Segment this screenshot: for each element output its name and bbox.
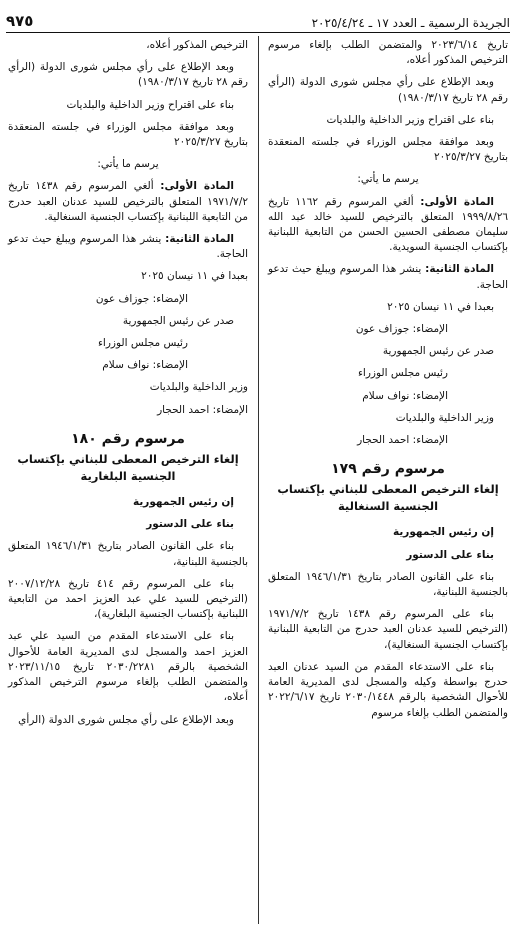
paragraph: وبعد الإطلاع على رأي مجلس شورى الدولة (الرأي رقم ٢٨ تاريخ ١٩٨٠/٣/١٧) — [268, 76, 508, 104]
decree-subject: إلغاء الترخيص المعطى للبناني بإكتساب الجنسية البلغارية — [17, 452, 239, 484]
constitution-line: بناء على الدستور — [146, 518, 234, 531]
paragraph: بناء على القانون الصادر بتاريخ ١٩٤٦/١/٣١ المتعلق بالجنسية اللبنانية، — [268, 570, 508, 599]
article-1 — [8, 179, 248, 225]
decree-title: مرسوم رقم ١٧٩ — [331, 461, 445, 478]
paragraph: وبعد موافقة مجلس الوزراء في جلسته المنعقدة بتاريخ ٢٠٢٥/٣/٢٧ — [268, 136, 508, 164]
right-column — [268, 38, 508, 728]
paragraph: بناء على اقتراح وزير الداخلية والبلديات — [326, 113, 494, 126]
president-line: إن رئيس الجمهورية — [132, 496, 234, 509]
decree-intro: يرسم ما يأتي: — [97, 158, 159, 171]
article-text: ألغي المرسوم رقم ١٤٣٨ تاريخ ١٩٧١/٧/٢ المتعلق بالترخيص للسيد عدنان العبد حدرج من التابعية اللبنانية بإكتساب الجنسية السنغالية. — [8, 180, 248, 223]
paragraph: بناء على القانون الصادر بتاريخ ١٩٤٦/١/٣١ المتعلق بالجنسية اللبنانية، — [8, 540, 248, 568]
pm-signature: الإمضاء: نواف سلام — [102, 359, 188, 372]
column-divider — [258, 36, 259, 924]
paragraph: بناء على المرسوم رقم ٤١٤ تاريخ ٢٠٠٧/١٢/٢٨ (الترخيص للسيد علي عبد العزيز احمد من التابعية اللبنانية بإكتساب الجنسية البلغارية)، — [8, 577, 248, 621]
paragraph: بناء على الاستدعاء المقدم من السيد عدنان العبد حدرج بواسطة وكيله والمسجل لدى المديرية العامة للأحوال الشخصية بالرقم ٢٠٣٠/١٤٤٨ تاريخ ٢٠٢٢/٦/١٧ والمتضمن الطلب بإلغاء مرسوم — [268, 660, 508, 719]
issued-by: صدر عن رئيس الجمهورية — [122, 314, 234, 327]
paragraph: بناء على الاستدعاء المقدم من السيد علي عبد العزيز احمد والمسجل لدى المديرية العامة للأحوال الشخصية بالرقم ٢٠٣٠/٢٢٨١ تاريخ ٢٠٢٣/١١/١٥ والمتضمن الطلب بإلغاء مرسوم الترخيص المذكور أعلاه، — [8, 630, 248, 704]
page-header — [6, 6, 510, 33]
article-text: ألغي المرسوم رقم ١١٦٢ تاريخ ١٩٩٩/٨/٢٦ المتعلق بالترخيص للسيد خالد عبد الله سليمان مصطفى الحسين الحسن من التابعية اللبنانية بإكتساب الجنسية السويدية. — [268, 195, 508, 254]
interior-title: وزير الداخلية والبلديات — [149, 381, 248, 394]
article-label: المادة الأولى: — [160, 180, 235, 193]
decree-subject: إلغاء الترخيص المعطى للبناني بإكتساب الجنسية السنغالية — [277, 482, 499, 514]
decree-intro: يرسم ما يأتي: — [357, 173, 419, 186]
pm-title: رئيس مجلس الوزراء — [357, 367, 448, 380]
president-line: إن رئيس الجمهورية — [392, 526, 494, 539]
article-text: ينشر هذا المرسوم ويبلغ حيث تدعو الحاجة. — [8, 233, 248, 261]
pm-title: رئيس مجلس الوزراء — [97, 337, 188, 350]
interior-signature: الإمضاء: احمد الحجار — [357, 434, 448, 447]
article-label: المادة الأولى: — [420, 195, 495, 208]
president-signature: الإمضاء: جوزاف عون — [355, 323, 448, 336]
paragraph: بناء على المرسوم رقم ١٤٣٨ تاريخ ١٩٧١/٧/٢ (الترخيص للسيد عدنان العبد حدرج من التابعية اللبنانية بإكتساب الجنسية السنغالية)، — [268, 608, 508, 651]
article-2 — [268, 262, 508, 292]
article-2 — [8, 232, 248, 262]
constitution-line: بناء على الدستور — [406, 548, 494, 561]
date-line: بعبدا في ١١ نيسان ٢٠٢٥ — [141, 270, 248, 283]
paragraph: بناء على اقتراح وزير الداخلية والبلديات — [66, 98, 234, 111]
paragraph: تاريخ ٢٠٢٣/٦/١٤ والمتضمن الطلب بإلغاء مرسوم الترخيص المذكور أعلاه، — [268, 39, 508, 67]
left-column — [8, 38, 248, 735]
article-text: ينشر هذا المرسوم ويبلغ حيث تدعو الحاجة. — [268, 263, 508, 291]
article-label: المادة الثانية: — [165, 233, 234, 246]
president-signature: الإمضاء: جوزاف عون — [95, 292, 188, 305]
issued-by: صدر عن رئيس الجمهورية — [382, 345, 494, 358]
paragraph: وبعد الإطلاع على رأي مجلس شورى الدولة (الرأي — [18, 713, 234, 726]
pm-signature: الإمضاء: نواف سلام — [362, 389, 448, 402]
interior-signature: الإمضاء: احمد الحجار — [157, 403, 248, 416]
decree-title: مرسوم رقم ١٨٠ — [71, 430, 185, 447]
interior-title: وزير الداخلية والبلديات — [395, 411, 494, 424]
date-line: بعبدا في ١١ نيسان ٢٠٢٥ — [387, 300, 494, 313]
paragraph: الترخيص المذكور أعلاه، — [146, 39, 248, 51]
article-label: المادة الثانية: — [425, 263, 494, 276]
article-1 — [268, 195, 508, 256]
gazette-title: الجريدة الرسمية ـ العدد ١٧ ـ ٢٠٢٥/٤/٢٤ — [311, 16, 510, 30]
page-number: ٩٧٥ — [6, 12, 34, 30]
paragraph: وبعد الإطلاع على رأي مجلس شورى الدولة (الرأي رقم ٢٨ تاريخ ١٩٨٠/٣/١٧) — [8, 61, 248, 89]
paragraph: وبعد موافقة مجلس الوزراء في جلسته المنعقدة بتاريخ ٢٠٢٥/٣/٢٧ — [8, 120, 248, 149]
